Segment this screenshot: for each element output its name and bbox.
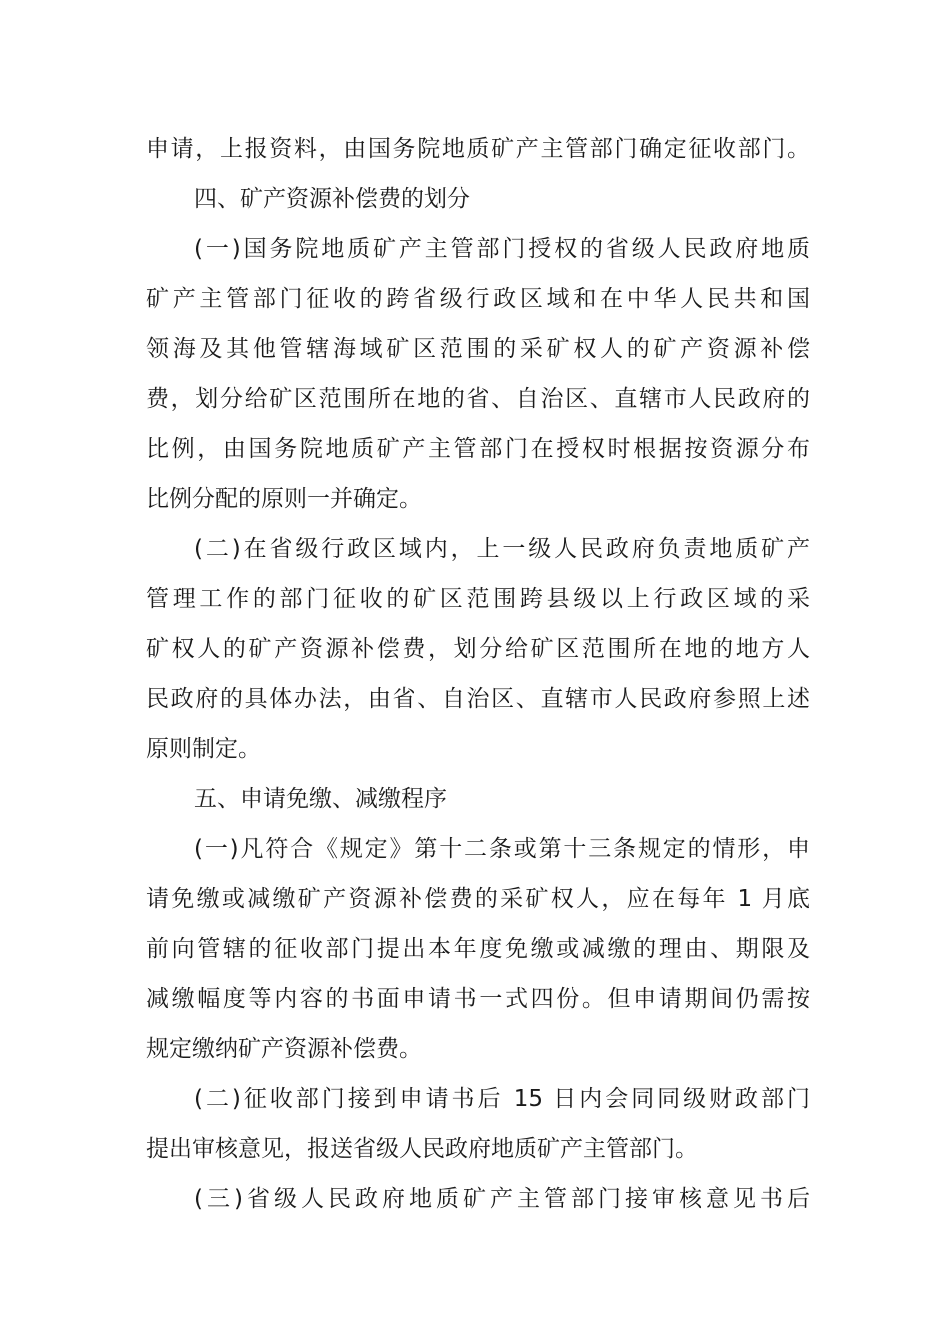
text-line: 提出审核意见，报送省级人民政府地质矿产主管部门。 [146, 1136, 698, 1162]
text-line: 比例，由国务院地质矿产主管部门在授权时根据按资源分布 [146, 436, 810, 462]
text-line: 费，划分给矿区范围所在地的省、自治区、直辖市人民政府的 [146, 386, 810, 412]
text-line: (一)凡符合《规定》第十二条或第十三条规定的情形，申 [194, 836, 810, 862]
text-line: (一)国务院地质矿产主管部门授权的省级人民政府地质 [194, 236, 810, 262]
text-line: (三)省级人民政府地质矿产主管部门接审核意见书后 [194, 1186, 810, 1212]
section-heading: 四、矿产资源补偿费的划分 [194, 186, 470, 212]
text-line: (二)征收部门接到申请书后 15 日内会同同级财政部门 [194, 1086, 810, 1112]
text-line: 前向管辖的征收部门提出本年度免缴或减缴的理由、期限及 [146, 936, 810, 962]
text-line: 比例分配的原则一并确定。 [146, 486, 422, 512]
text-line: 矿产主管部门征收的跨省级行政区域和在中华人民共和国 [146, 286, 810, 312]
text-line: 原则制定。 [146, 736, 261, 762]
text-line: 请免缴或减缴矿产资源补偿费的采矿权人，应在每年 1 月底 [146, 886, 810, 912]
text-line: 减缴幅度等内容的书面申请书一式四份。但申请期间仍需按 [146, 986, 810, 1012]
text-line: 领海及其他管辖海域矿区范围的采矿权人的矿产资源补偿 [146, 336, 810, 362]
section-heading: 五、申请免缴、减缴程序 [194, 786, 447, 812]
text-line: (二)在省级行政区域内，上一级人民政府负责地质矿产 [194, 536, 810, 562]
text-line: 矿权人的矿产资源补偿费，划分给矿区范围所在地的地方人 [146, 636, 810, 662]
text-line: 申请，上报资料，由国务院地质矿产主管部门确定征收部门。 [146, 136, 810, 162]
text-line: 民政府的具体办法，由省、自治区、直辖市人民政府参照上述 [146, 686, 810, 712]
text-line: 规定缴纳矿产资源补偿费。 [146, 1036, 422, 1062]
text-line: 管理工作的部门征收的矿区范围跨县级以上行政区域的采 [146, 586, 810, 612]
